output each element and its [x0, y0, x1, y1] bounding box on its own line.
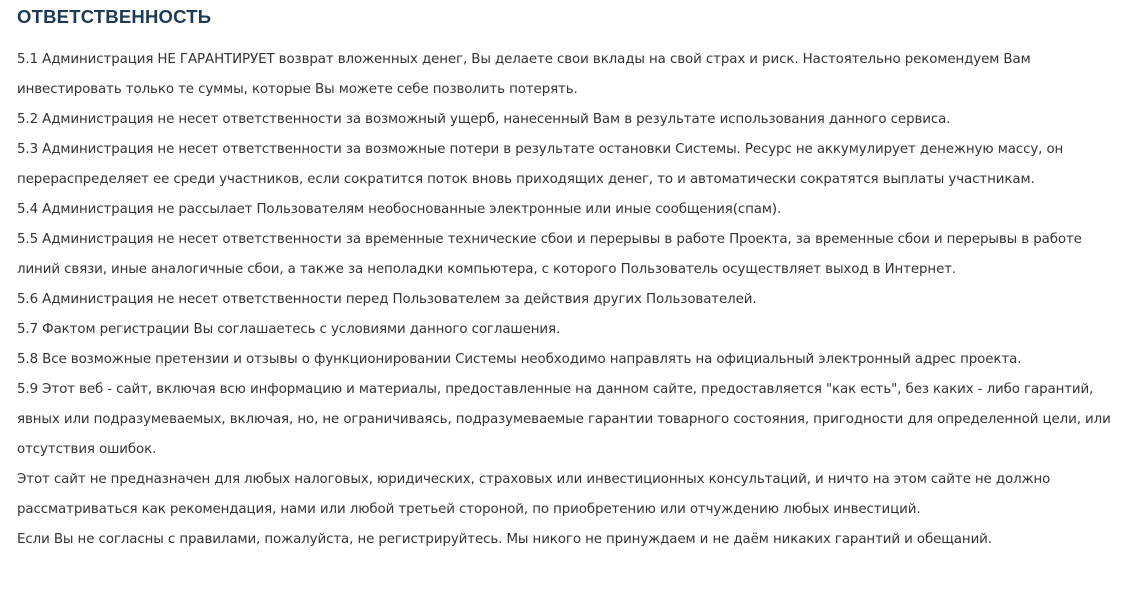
clause-5-2: 5.2 Администрация не несет ответственности за возможный ущерб, нанесенный Вам в результате использования данного сервиса.: [17, 112, 951, 127]
section-title: ОТВЕТСТВЕННОСТЬ: [17, 6, 212, 27]
clause-5-4: 5.4 Администрация не рассылает Пользователям необоснованные электронные или иные сообщения(спам).: [17, 202, 782, 217]
clause-5-6: 5.6 Администрация не несет ответственности перед Пользователем за действия других Пользователей.: [17, 292, 757, 307]
clause-5-9: 5.9 Этот веб - сайт, включая всю информацию и материалы, предоставленные на данном сайте, предоставляется "как есть", без каких - либо гарантий, явных или подразумеваемых, включая, но, не ограничиваясь, подразумеваемые гарантии товарного состояния, пригодности для определенной цели, или отсутствия ошибок.: [17, 382, 1111, 457]
clause-5-7: 5.7 Фактом регистрации Вы соглашаетесь с условиями данного соглашения.: [17, 322, 561, 337]
clause-5-8: 5.8 Все возможные претензии и отзывы о функционировании Системы необходимо направлять на официальный электронный адрес проекта.: [17, 352, 1022, 367]
clause-5-1: 5.1 Администрация НЕ ГАРАНТИРУЕТ возврат вложенных денег, Вы делаете свои вклады на свой страх и риск. Настоятельно рекомендуем Вам инвестировать только те суммы, которые Вы можете себе позволить потерять.: [17, 52, 1031, 97]
responsibility-section: [17, 4, 1112, 555]
clause-5-3: 5.3 Администрация не несет ответственности за возможные потери в результате остановки Системы. Ресурс не аккумулирует денежную массу, он перераспределяет ее среди участников, если сократится поток вновь приходящих денег, то и автоматически сократятся выплаты участникам.: [17, 142, 1064, 187]
final-notice-paragraph: Если Вы не согласны с правилами, пожалуйста, не регистрируйтесь. Мы никого не принуждаем и не даём никаких гарантий и обещаний.: [17, 532, 992, 547]
disclaimer-paragraph: Этот сайт не предназначен для любых налоговых, юридических, страховых или инвестиционных консультаций, и ничто на этом сайте не должно рассматриваться как рекомендация, нами или любой третьей стороной, по приобретению или отчуждению любых инвестиций.: [17, 472, 1051, 517]
terms-paragraphs: [17, 45, 1112, 555]
clause-5-5: 5.5 Администрация не несет ответственности за временные технические сбои и перерывы в работе Проекта, за временные сбои и перерывы в работе линий связи, иные аналогичные сбои, а также за неполадки компьютера, с которого Пользователь осуществляет выход в Интернет.: [17, 232, 1082, 277]
